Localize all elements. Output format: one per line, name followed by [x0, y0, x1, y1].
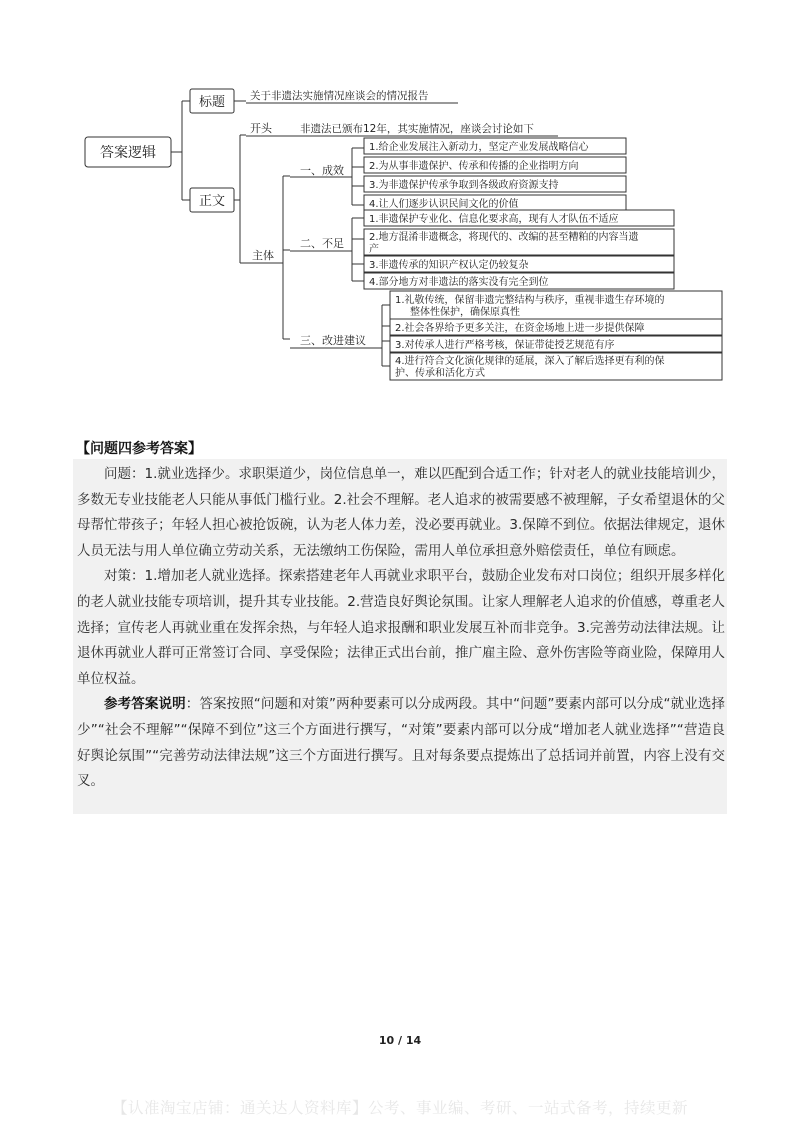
- section-2-item-4: 4.部分地方对非遗法的落实没有完全到位: [369, 277, 549, 288]
- section-1-item-2: 2.为从事非遗保护、传承和传播的企业指明方向: [369, 161, 579, 172]
- root-label: 答案逻辑: [100, 145, 156, 161]
- section-3-item-3: 3.对传承人进行严格考核，保证带徒授艺规范有序: [395, 340, 615, 351]
- section-2-item-1: 1.非遗保护专业化、信息化要求高，现有人才队伍不适应: [369, 214, 619, 225]
- question-four-heading: 【问题四参考答案】: [76, 441, 202, 457]
- section-2-item-3: 3.非遗传承的知识产权认定仍较复杂: [369, 260, 529, 271]
- main-label: 主体: [252, 249, 274, 262]
- section-3-item-4-line-2: 护、传承和活化方式: [395, 368, 485, 379]
- section-2-item-2-line-2: 产: [369, 244, 379, 255]
- answer-note-paragraph: [77, 692, 725, 794]
- section-1-item-3: 3.为非遗保护传承争取到各级政府资源支持: [369, 180, 559, 191]
- section-2-label: 二、不足: [300, 237, 344, 250]
- section-1-item-1: 1.给企业发展注入新动力，坚定产业发展战略信心: [369, 142, 589, 153]
- opening-label: 开头: [250, 122, 272, 135]
- answer-logic-mind-map: [0, 0, 800, 400]
- answer-countermeasure-paragraph: 对策：1.增加老人就业选择。探索搭建老年人再就业求职平台，鼓励企业发布对口岗位；组织开展多样化的老人就业技能专项培训，提升其专业技能。2.营造良好舆论氛围。让家人理解老人追求的价值感，尊重老人选择；宣传老人再就业重在发挥余热，与年轻人追求报酬和职业发展互补而非竞争。3.完善劳动法律法规。让退休再就业人群可正常签订合同、享受保险；法律正式出台前，推广雇主险、意外伤害险等商业险，保障用人单位权益。: [77, 568, 725, 687]
- answer-note-text: ：答案按照“问题和对策”两种要素可以分成两段。其中“问题”要素内部可以分成“就业选择少”“社会不理解”“保障不到位”这三个方面进行撰写，“对策”要素内部可以分成“增加老人就业选择”“营造良好舆论氛围”“完善劳动法律法规”这三个方面进行撰写。且对每条要点提炼出了总括词并前置，内容上没有交叉。: [77, 696, 726, 790]
- footer-watermark: 【认准淘宝店铺：通关达人资料库】公考、事业编、考研、一站式备考，持续更新: [111, 1099, 688, 1117]
- section-3-item-1-line-1: 1.礼敬传统，保留非遗完整结构与秩序，重视非遗生存环境的: [395, 295, 665, 306]
- section-1-label: 一、成效: [300, 164, 344, 177]
- title-text: 关于非遗法实施情况座谈会的情况报告: [250, 90, 429, 102]
- page-number: 10 / 14: [378, 1034, 422, 1047]
- section-3-label: 三、改进建议: [300, 334, 366, 347]
- opening-text: 非遗法已颁布12年，其实施情况，座谈会讨论如下: [300, 123, 534, 135]
- section-3-item-2: 2.社会各界给予更多关注，在资金场地上进一步提供保障: [395, 323, 645, 334]
- answer-note-label: 参考答案说明: [104, 696, 186, 713]
- title-node-label: 标题: [198, 95, 226, 110]
- answer-problem-paragraph: 问题：1.就业选择少。求职渠道少，岗位信息单一，难以匹配到合适工作；针对老人的就业技能培训少，多数无专业技能老人只能从事低门槛行业。2.社会不理解。老人追求的被需要感不被理解，子女希望退休的父母帮忙带孩子；年轻人担心被抢饭碗，认为老人体力差，没必要再就业。3.保障不到位。依据法律规定，退休人员无法与用人单位确立劳动关系，无法缴纳工伤保险，需用人单位承担意外赔偿责任，单位有顾虑。: [77, 466, 725, 559]
- section-2-item-2-line-1: 2.地方混淆非遗概念，将现代的、改编的甚至糟粕的内容当遗: [369, 232, 639, 243]
- reference-answer-box: [73, 459, 727, 814]
- section-3-item-1-line-2: 整体性保护，确保原真性: [410, 307, 520, 318]
- section-3-item-4-line-1: 4.进行符合文化演化规律的延展，深入了解后选择更有利的保: [395, 356, 665, 367]
- body-node-label: 正文: [198, 194, 226, 209]
- section-1-item-4: 4.让人们逐步认识民间文化的价值: [369, 199, 519, 210]
